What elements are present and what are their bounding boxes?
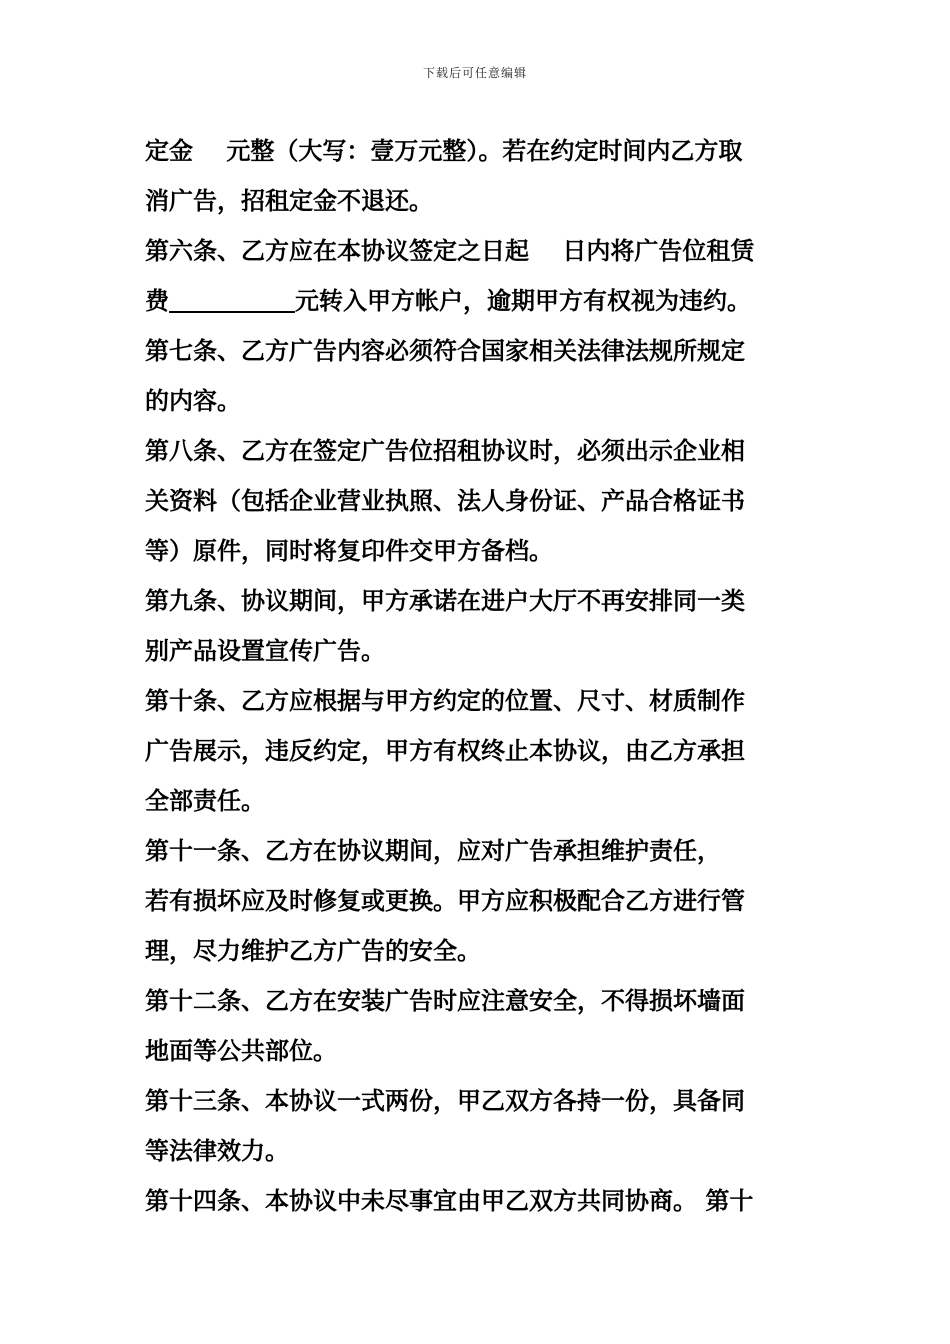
body-line: 第七条、乙方广告内容必须符合国家相关法律法规所规定 [145,336,745,365]
body-line: 等）原件，同时将复印件交甲方备档。 [145,536,553,565]
fee-label: 费 [145,286,169,315]
body-line: 第六条、乙方应在本协议签定之日起 日内将广告位租赁 [145,236,755,265]
body-line: 的内容。 [145,386,241,415]
body-line: 全部责任。 [145,786,265,815]
body-line: 消广告，招租定金不退还。 [145,186,433,215]
body-line: 第十条、乙方应根据与甲方约定的位置、尺寸、材质制作 [145,686,745,715]
body-line: 定金 元整（大写：壹万元整）。若在约定时间内乙方取 [145,136,743,165]
body-line: 第八条、乙方在签定广告位招租协议时，必须出示企业相 [145,436,745,465]
body-line: 第十一条、乙方在协议期间，应对广告承担维护责任， [145,836,721,865]
document-body [145,126,815,1226]
header-note: 下载后可任意编辑 [422,66,527,80]
body-line: 关资料（包括企业营业执照、法人身份证、产品合格证书 [145,486,745,515]
body-line: 广告展示，违反约定，甲方有权终止本协议，由乙方承担 [145,736,745,765]
body-line: 理，尽力维护乙方广告的安全。 [145,936,481,965]
body-line: 第九条、协议期间，甲方承诺在进户大厅不再安排同一类 [145,586,745,615]
body-line: 地面等公共部位。 [145,1036,337,1065]
body-line: 等法律效力。 [145,1136,289,1165]
body-line-fee [145,276,815,326]
body-line: 若有损坏应及时修复或更换。甲方应积极配合乙方进行管 [145,886,745,915]
body-line: 第十三条、本协议一式两份，甲乙双方各持一份，具备同 [145,1086,745,1115]
fee-text: 元转入甲方帐户，逾期甲方有权视为违约。 [295,286,751,315]
body-line: 第十四条、本协议中未尽事宜由甲乙双方共同协商。 第十 [145,1186,754,1215]
body-line: 别产品设置宣传广告。 [145,636,385,665]
fee-blank-underline [169,289,295,313]
body-line: 第十二条、乙方在安装广告时应注意安全，不得损坏墙面 [145,986,745,1015]
